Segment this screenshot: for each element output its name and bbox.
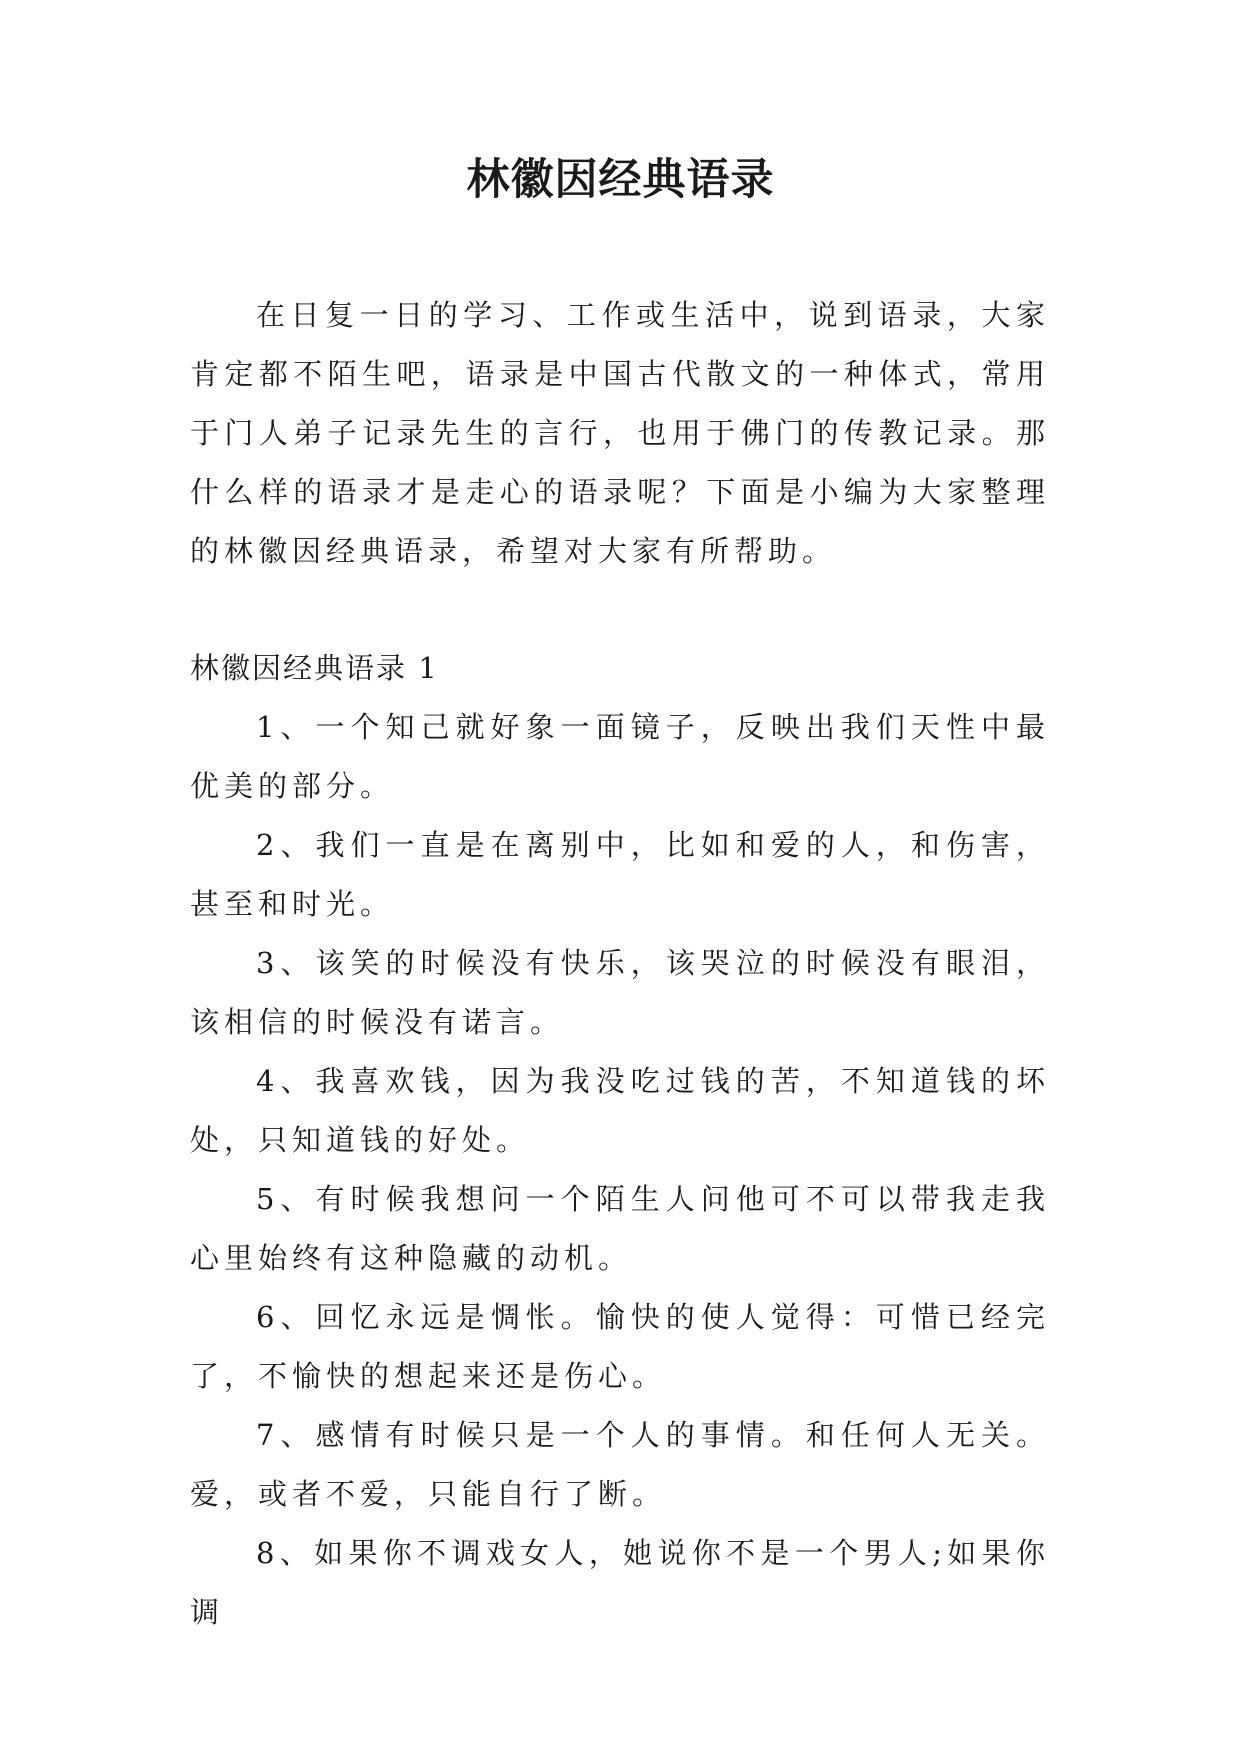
quote-paragraph: 5、有时候我想问一个陌生人问他可不可以带我走我心里始终有这种隐藏的动机。 bbox=[190, 1182, 1050, 1275]
intro-paragraph: 在日复一日的学习、工作或生活中，说到语录，大家肯定都不陌生吧，语录是中国古代散文的一种体式，常用于门人弟子记录先生的言行，也用于佛门的传教记录。那什么样的语录才是走心的语录呢？下面是小编为大家整理的林徽因经典语录，希望对大家有所帮助。 bbox=[190, 298, 1050, 568]
quote-paragraph: 6、回忆永远是惆怅。愉快的使人觉得：可惜已经完了，不愉快的想起来还是伤心。 bbox=[190, 1300, 1050, 1393]
quote-paragraph: 8、如果你不调戏女人，她说你不是一个男人;如果你调 bbox=[190, 1536, 1050, 1629]
quote-paragraph: 7、感情有时候只是一个人的事情。和任何人无关。爱，或者不爱，只能自行了断。 bbox=[190, 1418, 1050, 1511]
quote-paragraph: 2、我们一直是在离别中，比如和爱的人，和伤害，甚至和时光。 bbox=[190, 828, 1050, 921]
document-body bbox=[190, 286, 1050, 1642]
quote-paragraph: 1、一个知己就好象一面镜子，反映出我们天性中最优美的部分。 bbox=[190, 710, 1050, 803]
page-title: 林徽因经典语录 bbox=[466, 155, 775, 205]
quote-paragraph: 4、我喜欢钱，因为我没吃过钱的苦，不知道钱的坏处，只知道钱的好处。 bbox=[190, 1064, 1050, 1157]
quote-paragraph: 3、该笑的时候没有快乐，该哭泣的时候没有眼泪，该相信的时候没有诺言。 bbox=[190, 946, 1050, 1039]
section-heading: 林徽因经典语录 1 bbox=[190, 651, 439, 685]
